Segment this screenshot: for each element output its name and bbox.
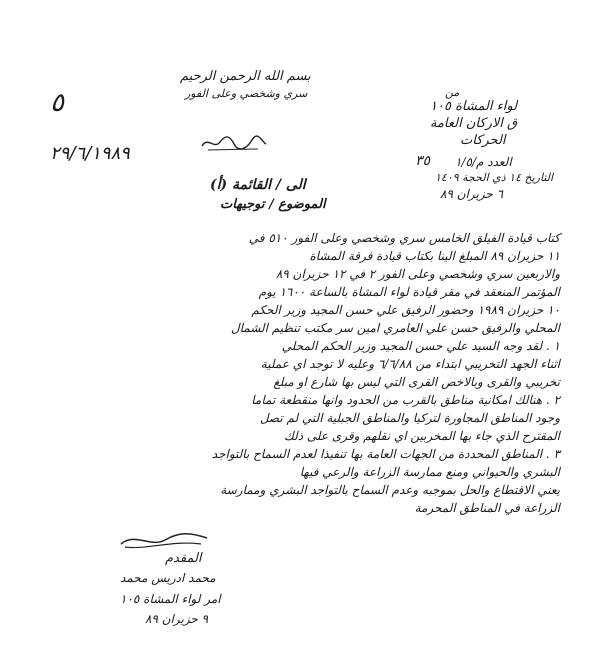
- corner-note-number: ٥: [50, 88, 64, 118]
- body-line: المقترح الذي جاء بها المخربين اي نقلهم وقرى على ذلك: [283, 429, 560, 443]
- sender-staff: ق الاركان العامة: [430, 116, 518, 131]
- signer-position: امر لواء المشاة ١٠٥: [120, 592, 221, 606]
- body-line: تخريبي والقرى وبالاخص القرى التي ليس بها شارع او مبلغ: [273, 375, 560, 389]
- body-line: ٣ . المناطق المحددة من الجهات العامة بها تنفيذا لعدم السماح بالتواجد: [211, 447, 560, 461]
- body-line: يعني الاقتطاع والحل بموجبه وعدم السماح بالتواجد البشري وممارسة: [220, 483, 560, 497]
- sender-section: الحركات: [460, 133, 506, 148]
- reference-number: ٣٥: [415, 153, 431, 169]
- body-line: المحلي والرفيق حسن علي العامري امين سر مكتب تنظيم الشمال: [230, 321, 560, 335]
- signer-name: محمد ادريس محمد: [120, 571, 216, 585]
- body-line: المؤتمر المنعقد في مقر قيادة لواء المشاة بالساعة ١٦٠٠ يوم: [258, 285, 560, 299]
- sender-from-label: من: [445, 86, 460, 99]
- body-line: ١٠ حزيران ١٩٨٩ وحضور الرفيق علي حسن المجيد وزير الحكم: [251, 303, 560, 317]
- classification-marking: سري وشخصي وعلى الفور: [185, 87, 308, 100]
- sender-unit: لواء المشاة ١٠٥: [430, 99, 518, 114]
- body-line: والاربعين سري وشخصي وعلى الفور ٢ في ١٢ حزيران ٨٩: [275, 267, 560, 281]
- signer-rank: المقدم: [165, 551, 202, 566]
- gregorian-date: ٦ حزيران ٨٩: [440, 187, 504, 201]
- body-line: اثناء الجهد التخريبي ابتداء من ٦/٦/٨٨ وعليه لا توجد اي عملية: [260, 357, 560, 371]
- commander-signature: [115, 528, 215, 552]
- body-line: ١ . لقد وجه السيد علي حسن المجيد وزير الحكم المحلي: [281, 339, 560, 353]
- basmala: بسم الله الرحمن الرحيم: [180, 69, 311, 84]
- reference-label: العدد م/١/٥: [455, 155, 512, 169]
- hijri-date: التاريخ ١٤ ذي الحجة ١٤٠٩: [435, 171, 554, 184]
- body-line: ٢ . هنالك امكانية مناطق بالقرب من الحدود وانها منقطعة تماما: [251, 393, 560, 407]
- top-signature-scribble: [198, 132, 268, 154]
- body-line: وجود المناطق المجاورة لتركيا والمناطق الجبلية التي لم تصل: [259, 411, 560, 425]
- corner-note-date: ٢٩/٦/١٩٨٩: [50, 143, 130, 164]
- body-line: ١١ حزيران ٨٩ المبلغ الينا بكتاب قيادة فرقة المشاة: [309, 249, 560, 263]
- signature-date: ٩ حزيران ٨٩: [145, 612, 209, 626]
- subject-line: الموضوع / توجيهات: [220, 197, 326, 212]
- body-line: كتاب قيادة الفيلق الخامس سري وشخصي وعلى الفور ٥١٠ في: [248, 231, 560, 245]
- recipient-line: الى / القائمة (أ): [210, 177, 306, 193]
- body-line: البشري والحيواني ومنع ممارسة الزراعة والرعي فيها: [299, 465, 560, 479]
- body-line: الزراعة في المناطق المحرمة: [414, 501, 560, 515]
